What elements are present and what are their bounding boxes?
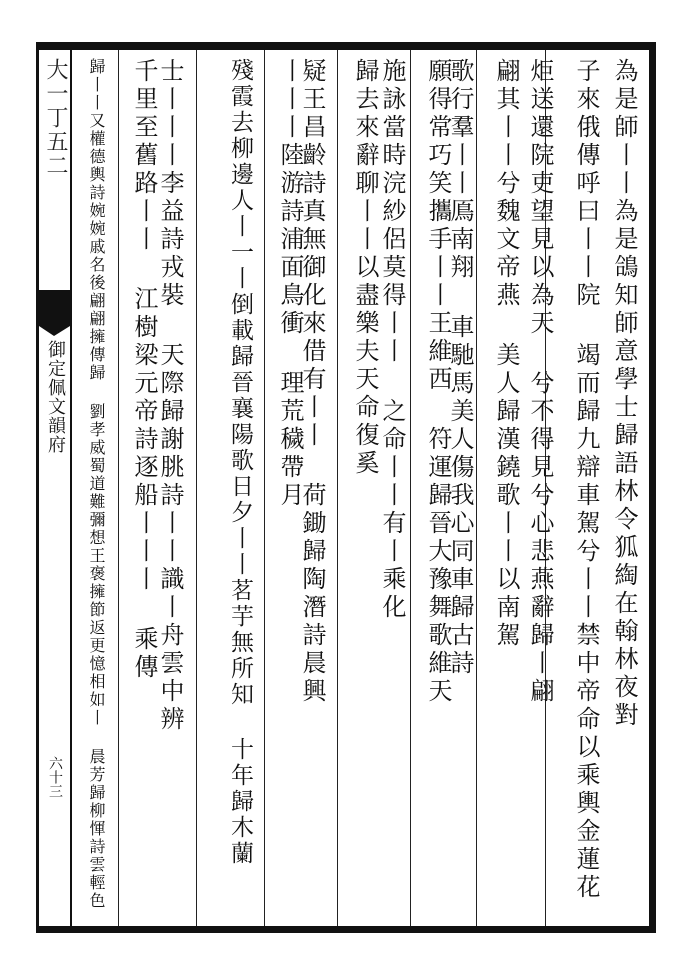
- gutter-book-title: 御定佩文韻府: [45, 340, 66, 454]
- column-rule: [264, 50, 265, 926]
- text-column-10: 丨丨丨陸游詩浦面鳥衝 理荒穢帶月: [276, 58, 304, 510]
- text-column-13: 千里至舊路丨丨 江樹梁元帝詩逐船丨丨丨 乘傳: [130, 58, 158, 682]
- text-column-7: 施詠當時浣紗侶莫得丨丨 之命丨丨有丨乘化: [378, 58, 406, 622]
- text-column-6: 願得常巧笑攜手丨丨王維西 符運歸晉大豫舞歌維天: [424, 58, 452, 706]
- gutter-divider: [70, 50, 72, 926]
- text-column-4: 翩其丨丨兮魏文帝燕 美人歸漢鐃歌丨丨以南駕: [492, 58, 520, 650]
- text-column-1: 為是師丨丨為是鴿知師意學士歸語林令狐綯在翰林夜對: [610, 58, 638, 730]
- gutter-top-text: 大一丁五二: [43, 58, 68, 178]
- text-column-12: 士丨丨丨李益詩戎裝 天際歸謝朓詩丨丨識丨舟雲中辨: [156, 58, 184, 734]
- frame-bottom-border: [36, 926, 656, 933]
- text-column-11: 殘霞去柳邊人丨一丨倒載歸晉襄陽歌日夕丨丨茗芋無所知 十年歸木蘭: [227, 58, 253, 867]
- text-column-14: 歸丨丨又權德輿詩婉婉戚名後翩翩擁傳歸 劉孝威蜀道難彌想王褒擁節返更憶相如丨 晨芳歸柳惲詩雲輕色: [87, 58, 106, 910]
- frame-right-border: [649, 42, 656, 933]
- text-column-5: 歌行羣丨丨鳫南翔 車馳馬美人傷我心同車歸古詩: [446, 58, 474, 678]
- frame-top-border: [36, 42, 656, 50]
- column-rule: [337, 50, 338, 926]
- column-rule: [196, 50, 197, 926]
- text-column-8: 歸去來辭聊丨丨以盡樂夫天命復奚: [351, 58, 379, 478]
- text-column-9: 疑王昌齡詩真無御化來借有丨丨 荷鋤歸陶潛詩晨興: [298, 58, 326, 706]
- text-column-2: 子來俄傳呼曰丨丨院 竭而歸九辯車駕兮丨丨禁中帝命以乘輿金蓮花: [572, 58, 600, 902]
- text-column-3: 炬送還院吏望見以為天 兮不得見兮心悲燕辭歸丨翩: [526, 58, 554, 706]
- fish-tail-mark: [39, 290, 70, 326]
- gutter-page-number: 六十三: [47, 756, 63, 798]
